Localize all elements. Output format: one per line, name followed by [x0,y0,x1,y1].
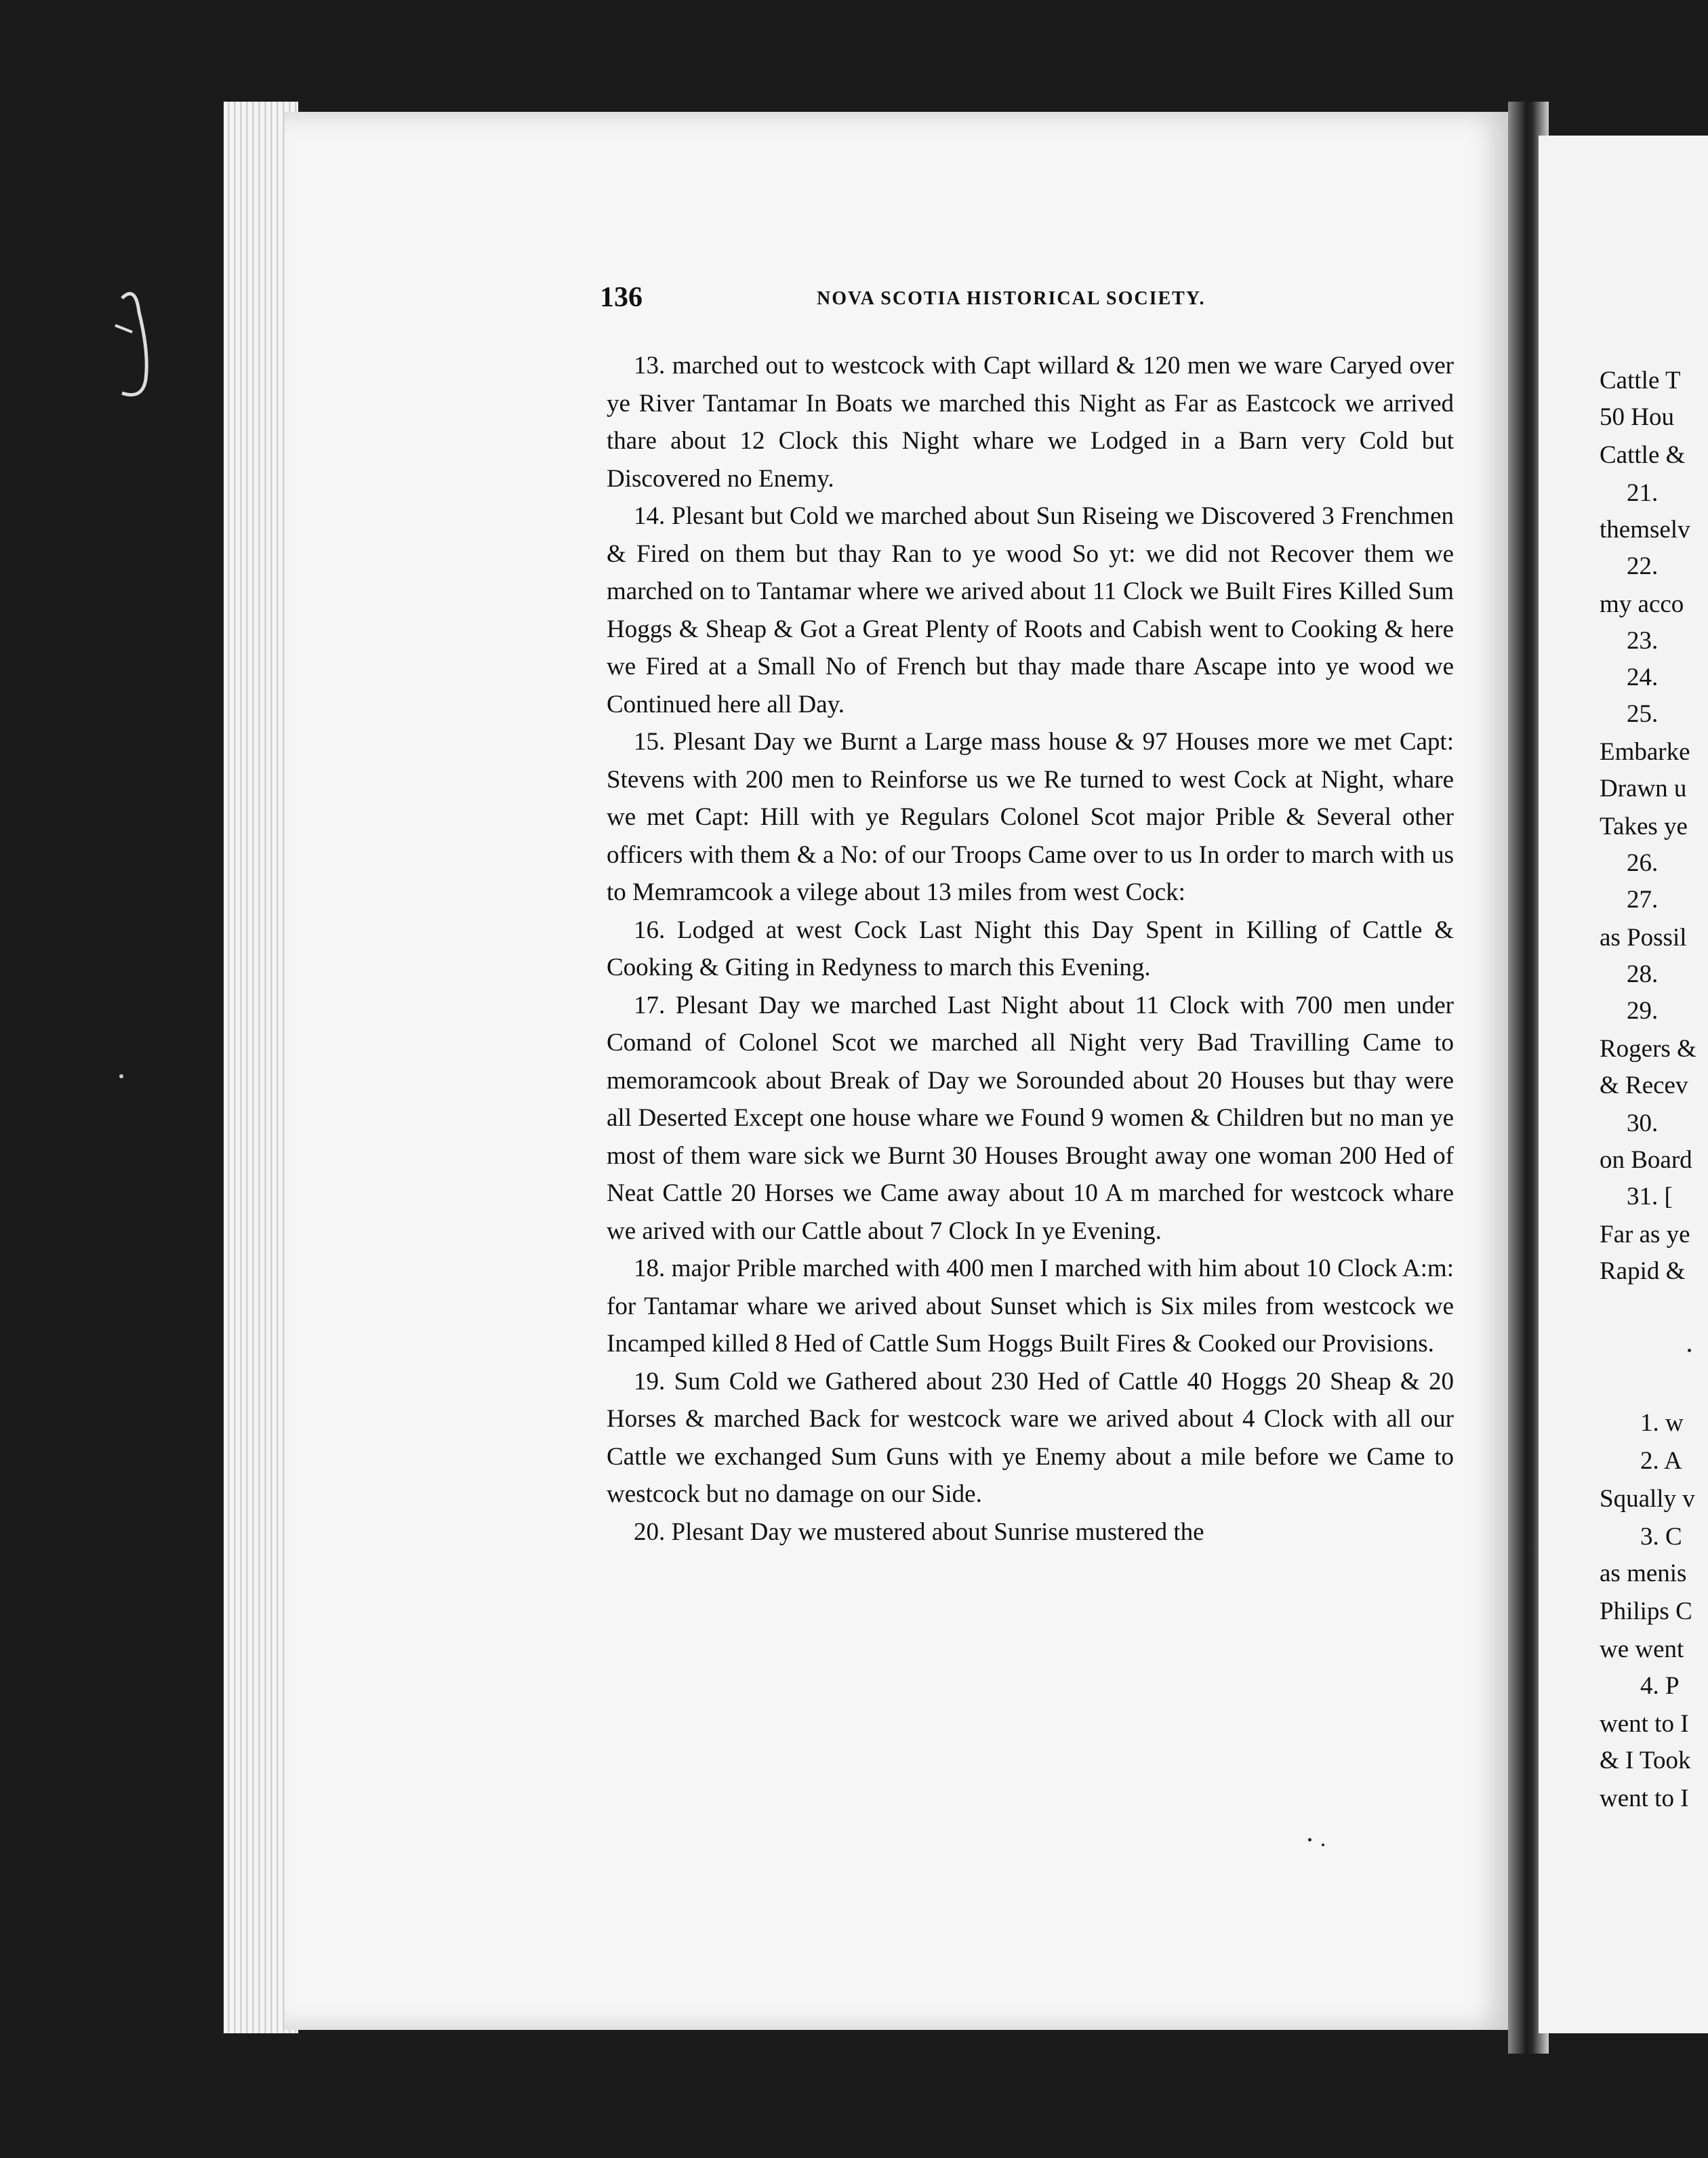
right-fragment: 3. C [1640,1523,1682,1551]
right-fragment: went to I [1600,1710,1689,1738]
right-fragment: 27. [1627,886,1659,914]
right-fragment: we went [1600,1635,1684,1663]
journal-entry: 19. Sum Cold we Gathered about 230 Hed of Cattle 40 Hoggs 20 Sheap & 20 Horses & marched Back for westcock ware we arived about 4 Clock with all our Cattle we exchanged Sum Guns with ye Enemy about a mile before we Came to westcock but no damage on our Side. [607,1367,1454,1508]
right-fragment: Squally v [1600,1485,1695,1513]
right-fragment: 25. [1627,700,1659,728]
right-fragment: Rogers & [1600,1035,1696,1063]
right-page-text-fragments [1600,0,1708,2158]
right-fragment: 29. [1627,997,1659,1025]
right-fragment: 26. [1627,849,1659,877]
right-fragment: Philips C [1600,1597,1692,1625]
journal-text [607,347,1454,1551]
right-fragment: Rapid & [1600,1257,1686,1285]
right-fragment: themselv [1600,516,1690,544]
right-fragment: Takes ye [1600,813,1688,840]
journal-entry: 16. Lodged at west Cock Last Night this Day Spent in Killing of Cattle & Cooking & Giting in Redyness to march this Evening. [607,916,1454,981]
dust-speck [1308,1838,1312,1841]
right-fragment: my acco [1600,590,1684,618]
right-fragment: as Possil [1600,924,1687,952]
right-fragment: 28. [1627,960,1659,988]
scan-mark [108,285,169,407]
right-fragment: 1. w [1640,1409,1684,1437]
right-fragment: & Recev [1600,1072,1688,1099]
right-fragment: on Board [1600,1146,1692,1174]
right-fragment: Embarke [1600,738,1690,766]
right-fragment: 2. A [1640,1447,1682,1475]
journal-entry: 13. marched out to westcock with Capt willard & 120 men we ware Caryed over ye River Tantamar In Boats we marched this Night as Far as Eastcock we arrived thare about 12 Clock this Night whare we Lodged in a Barn very Cold but Discovered no Enemy. [607,352,1454,493]
journal-entry: 20. Plesant Day we mustered about Sunrise mustered the [634,1518,1204,1546]
right-fragment: Far as ye [1600,1221,1690,1248]
dust-speck [1322,1844,1324,1846]
journal-entry: 17. Plesant Day we marched Last Night about 11 Clock with 700 men under Comand of Colonel Scot we marched all Night very Bad Travilling Came to memoramcook about Break of Day we Sorounded about 20 Houses but thay were all Deserted Except one house whare we Found 9 women & Children but no man ye most of them ware sick we Burnt 30 Houses Brought away one woman 200 Hed of Neat Cattle 20 Horses we Came away about 10 A m marched for westcock whare we arived with our Cattle about 7 Clock In ye Evening. [607,991,1454,1245]
page-number: 136 [600,282,643,313]
journal-entry: 18. major Prible marched with 400 men I marched with him about 10 Clock A:m: for Tantamar whare we arived about Sunset which is Six miles from westcock we Incamped killed 8 Hed of Cattle Sum Hoggs Built Fires & Cooked our Provisions. [607,1255,1454,1358]
right-fragment: 21. [1627,479,1659,507]
right-fragment: & I Took [1600,1747,1691,1774]
right-fragment: 30. [1627,1109,1659,1137]
right-fragment: Drawn u [1600,775,1687,802]
right-fragment: 23. [1627,627,1659,655]
right-fragment: Cattle T [1600,367,1681,394]
right-fragment: 31. [ [1627,1183,1673,1210]
journal-entry: 15. Plesant Day we Burnt a Large mass house & 97 Houses more we met Capt: Stevens with 200 men to Reinforse us we Re turned to west Cock at Night, whare we met Capt: Hill with ye Regulars Colonel Scot major Prible & Several other officers with them & a No: of our Troops Came over to us In order to march with us to Memramcook a vilege about 13 miles from west Cock: [607,728,1454,906]
right-fragment: as menis [1600,1560,1687,1587]
page-header [600,281,1454,322]
dust-speck [1688,1349,1691,1352]
journal-entry: 14. Plesant but Cold we marched about Sun Riseing we Discovered 3 Frenchmen & Fired on them but thay Ran to ye wood So yt: we did not Recover them we marched on to Tantamar where we arived about 11 Clock we Built Fires Killed Sum Hoggs & Sheap & Got a Great Plenty of Roots and Cabish went to Cooking & here we Fired at a Small No of French but thay made thare Ascape into ye wood we Continued here all Day. [607,502,1454,718]
right-fragment: went to I [1600,1785,1689,1812]
running-title: NOVA SCOTIA HISTORICAL SOCIETY. [817,288,1206,309]
right-fragment: 50 Hou [1600,403,1674,431]
right-fragment: 22. [1627,552,1659,580]
right-fragment: 4. P [1640,1672,1680,1700]
right-fragment: Cattle & [1600,441,1686,469]
right-fragment: 24. [1627,664,1659,691]
dust-speck [119,1074,123,1078]
